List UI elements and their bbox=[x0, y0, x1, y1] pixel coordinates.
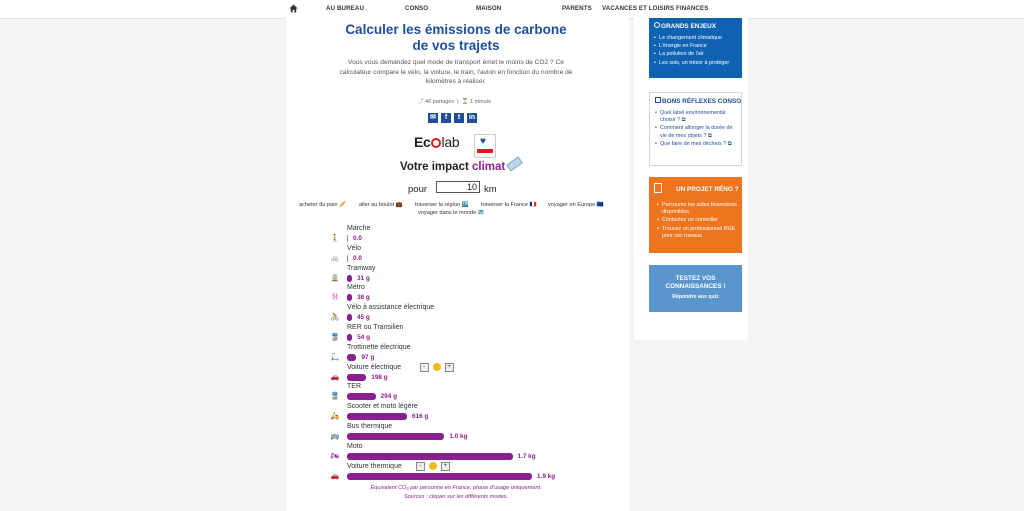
facebook-share-button[interactable]: f bbox=[441, 113, 451, 123]
reflexes-list bbox=[655, 110, 737, 149]
distance-label: pour bbox=[408, 184, 428, 195]
reflexes-link[interactable]: • Quel label environnemental choisir ? ⧉ bbox=[655, 110, 737, 124]
emission-bar bbox=[347, 413, 407, 420]
nav-item-vacances[interactable]: VACANCES ET LOISIRS bbox=[602, 5, 675, 12]
increase-passengers-button[interactable]: + bbox=[441, 462, 450, 471]
transport-mode-name[interactable]: TER bbox=[347, 383, 361, 391]
transport-mode-name[interactable]: Tramway bbox=[347, 264, 376, 272]
nav-item-conso[interactable]: CONSO bbox=[405, 5, 429, 12]
page-title: Calculer les émissions de carbone de vos trajets bbox=[345, 22, 567, 53]
footnote: Équivalent CO₂ par personne en France, phase d'usage uniquement. Sources : cliquer sur les différents modes. bbox=[336, 484, 576, 502]
quiz-link[interactable]: Répondre aux quiz bbox=[672, 294, 719, 300]
emission-value: 38 g bbox=[357, 294, 370, 302]
transport-mode-icon: 🛴 bbox=[330, 353, 340, 361]
emission-bar bbox=[347, 334, 352, 341]
impact-heading: Votre impact climat bbox=[400, 160, 522, 173]
transport-mode-icon: 🚊 bbox=[330, 274, 340, 282]
transport-mode-name[interactable]: Trottinette électrique bbox=[347, 343, 411, 351]
transport-mode-name[interactable]: Métro bbox=[347, 284, 365, 292]
enjeux-link[interactable]: • La pollution de l'air bbox=[654, 51, 738, 58]
globe-icon bbox=[654, 22, 660, 28]
emission-value: 1.7 kg bbox=[517, 452, 536, 460]
emission-bar bbox=[347, 374, 366, 381]
transport-mode-icon: 🛵 bbox=[330, 413, 340, 421]
card-projet-reno: UN PROJET RÉNO ? • Parcourez les aides financières disponibles • Contactez un conseiller • Trouvez un professionnel RGE pour vos travaux bbox=[649, 177, 742, 253]
emission-value: 45 g bbox=[357, 314, 370, 322]
transport-mode-icon: 🚌 bbox=[330, 433, 340, 440]
ecolab-logo: Ec lab bbox=[414, 134, 460, 150]
nav-item-au-bureau[interactable]: AU BUREAU bbox=[326, 5, 365, 12]
passenger-icon bbox=[429, 462, 437, 470]
transport-mode-icon: 🚆 bbox=[330, 393, 340, 401]
hourglass-icon: ⌛ bbox=[461, 99, 469, 105]
transport-mode-icon: 🚗 bbox=[330, 472, 340, 480]
emission-bar bbox=[347, 453, 513, 460]
emission-value: 198 g bbox=[371, 373, 388, 381]
decrease-passengers-button[interactable]: - bbox=[420, 363, 429, 372]
emission-bar bbox=[347, 275, 352, 282]
card-quiz[interactable]: TESTEZ VOS CONNAISSANCES ! Répondre aux quiz bbox=[649, 265, 742, 312]
occupancy-controls bbox=[416, 462, 450, 471]
transport-mode-icon: 🚗 bbox=[330, 373, 340, 381]
transport-mode-name[interactable]: Scooter et moto légère bbox=[347, 403, 418, 411]
transport-mode-icon: Ⓜ bbox=[331, 294, 339, 302]
trip-preset-region[interactable]: traverser la région 🏙️ bbox=[415, 202, 469, 208]
transport-mode-name[interactable]: Voiture électrique bbox=[347, 363, 402, 371]
passenger-icon bbox=[433, 363, 441, 371]
enjeux-link[interactable]: • L'énergie en France bbox=[654, 43, 738, 50]
emission-bar bbox=[347, 255, 348, 262]
linkedin-share-button[interactable]: in bbox=[468, 114, 476, 121]
transport-mode-name[interactable]: Marche bbox=[347, 225, 371, 232]
decrease-passengers-button[interactable]: - bbox=[416, 462, 425, 471]
share-count-icon: ⤴ bbox=[418, 99, 424, 105]
emission-value: 0.0 bbox=[353, 254, 362, 262]
distance-input[interactable] bbox=[436, 181, 480, 193]
reno-link[interactable]: • Parcourez les aides financières disponibles bbox=[657, 202, 738, 216]
home-icon[interactable] bbox=[289, 4, 298, 13]
emission-bar bbox=[347, 235, 348, 242]
nav-item-maison[interactable]: MAISON bbox=[476, 5, 502, 12]
trip-preset-france[interactable]: traverser la France 🇫🇷 bbox=[481, 202, 537, 208]
transport-mode-name[interactable]: Vélo bbox=[347, 244, 362, 252]
article-meta: ⤴ 46 partages | ⌛ 1 minute bbox=[418, 99, 492, 105]
enjeux-list bbox=[654, 35, 738, 68]
faire-logo-icon bbox=[654, 183, 662, 193]
transport-mode-icon: 🏍 bbox=[330, 452, 340, 460]
ecolab-logo-ring bbox=[431, 138, 441, 148]
reno-link[interactable]: • Contactez un conseiller bbox=[657, 217, 738, 224]
read-time: 1 minute bbox=[470, 99, 492, 105]
reno-list bbox=[657, 202, 738, 241]
occupancy-controls bbox=[420, 363, 454, 372]
cart-icon bbox=[655, 97, 661, 103]
article-intro: Vous vous demandez quel mode de transport émet le moins de CO2 ? Ce calculateur compare le vélo, la voiture, le train, l'avion en fonction du nombre de kilomètres à réaliser. bbox=[339, 59, 573, 85]
transport-mode-name[interactable]: Bus thermique bbox=[347, 423, 393, 430]
sources-link[interactable]: Sources : cliquer sur les différents modes. bbox=[403, 494, 509, 500]
transport-mode-icon: 🚆 bbox=[330, 334, 340, 341]
top-navigation bbox=[0, 0, 1024, 19]
enjeux-link[interactable]: • Les sols, un trésor à protéger bbox=[654, 60, 738, 67]
heart-icon: ♥ bbox=[480, 136, 486, 147]
emission-value: 1.9 kg bbox=[537, 472, 556, 480]
emission-value: 31 g bbox=[357, 274, 370, 282]
enjeux-link[interactable]: • Le changement climatique bbox=[654, 35, 738, 42]
nav-item-finances[interactable]: FINANCES bbox=[676, 5, 709, 12]
republique-francaise-logo bbox=[474, 134, 496, 158]
email-share-button[interactable]: ✉ bbox=[428, 113, 438, 123]
emission-value: 616 g bbox=[411, 413, 429, 421]
share-buttons bbox=[428, 113, 477, 123]
emission-bar bbox=[347, 473, 532, 480]
emission-value: 97 g bbox=[361, 353, 375, 361]
transport-mode-icon: 🚶 bbox=[330, 235, 340, 242]
twitter-share-button[interactable]: t bbox=[454, 113, 464, 123]
emission-value: 54 g bbox=[357, 334, 371, 341]
card-bons-reflexes: BONS RÉFLEXES CONSO • Quel label environnemental choisir ? ⧉ • Comment allonger la durée de vie de mes objets ? ⧉ • Que faire de mes déchets ? ⧉ bbox=[649, 92, 742, 166]
card-grands-enjeux: GRANDS ENJEUX • Le changement climatique • L'énergie en France • La pollution de l'air • Les sols, un trésor à protéger bbox=[649, 18, 742, 78]
transport-mode-name[interactable]: Moto bbox=[347, 442, 363, 450]
emission-bar bbox=[347, 433, 444, 440]
reno-link[interactable]: • Trouvez un professionnel RGE pour vos travaux bbox=[657, 226, 738, 240]
trip-preset-europe[interactable]: voyager en Europe 🇪🇺 bbox=[548, 202, 604, 208]
distance-unit: km bbox=[484, 184, 497, 195]
emission-bar bbox=[347, 314, 352, 321]
transport-mode-name[interactable]: Vélo à assistance électrique bbox=[347, 304, 435, 312]
transport-mode-name[interactable]: Voiture thermique bbox=[347, 462, 402, 470]
emission-value: 294 g bbox=[380, 393, 397, 401]
trip-preset-boulot[interactable]: aller au boulot 💼 bbox=[359, 202, 403, 208]
trip-preset-monde[interactable]: voyager dans le monde 🗺️ bbox=[418, 210, 485, 216]
nav-item-parents[interactable]: PARENTS bbox=[562, 5, 592, 12]
share-count: 46 partages bbox=[425, 99, 455, 105]
emission-value: 1.0 kg bbox=[449, 433, 468, 440]
transport-mode-name[interactable]: RER ou Transilien bbox=[347, 324, 404, 331]
emission-value: 0.0 bbox=[353, 235, 362, 242]
reflexes-link[interactable]: • Comment allonger la durée de vie de mes objets ? ⧉ bbox=[655, 125, 737, 139]
increase-passengers-button[interactable]: + bbox=[445, 363, 454, 372]
transport-mode-icon: 🚲 bbox=[330, 254, 340, 262]
emission-bar bbox=[347, 354, 356, 361]
trip-preset-pain[interactable]: acheter du pain 🥖 bbox=[299, 202, 347, 208]
emission-bar bbox=[347, 393, 376, 400]
transport-mode-icon: 🚴 bbox=[330, 314, 340, 322]
reflexes-link[interactable]: • Que faire de mes déchets ? ⧉ bbox=[655, 141, 737, 148]
